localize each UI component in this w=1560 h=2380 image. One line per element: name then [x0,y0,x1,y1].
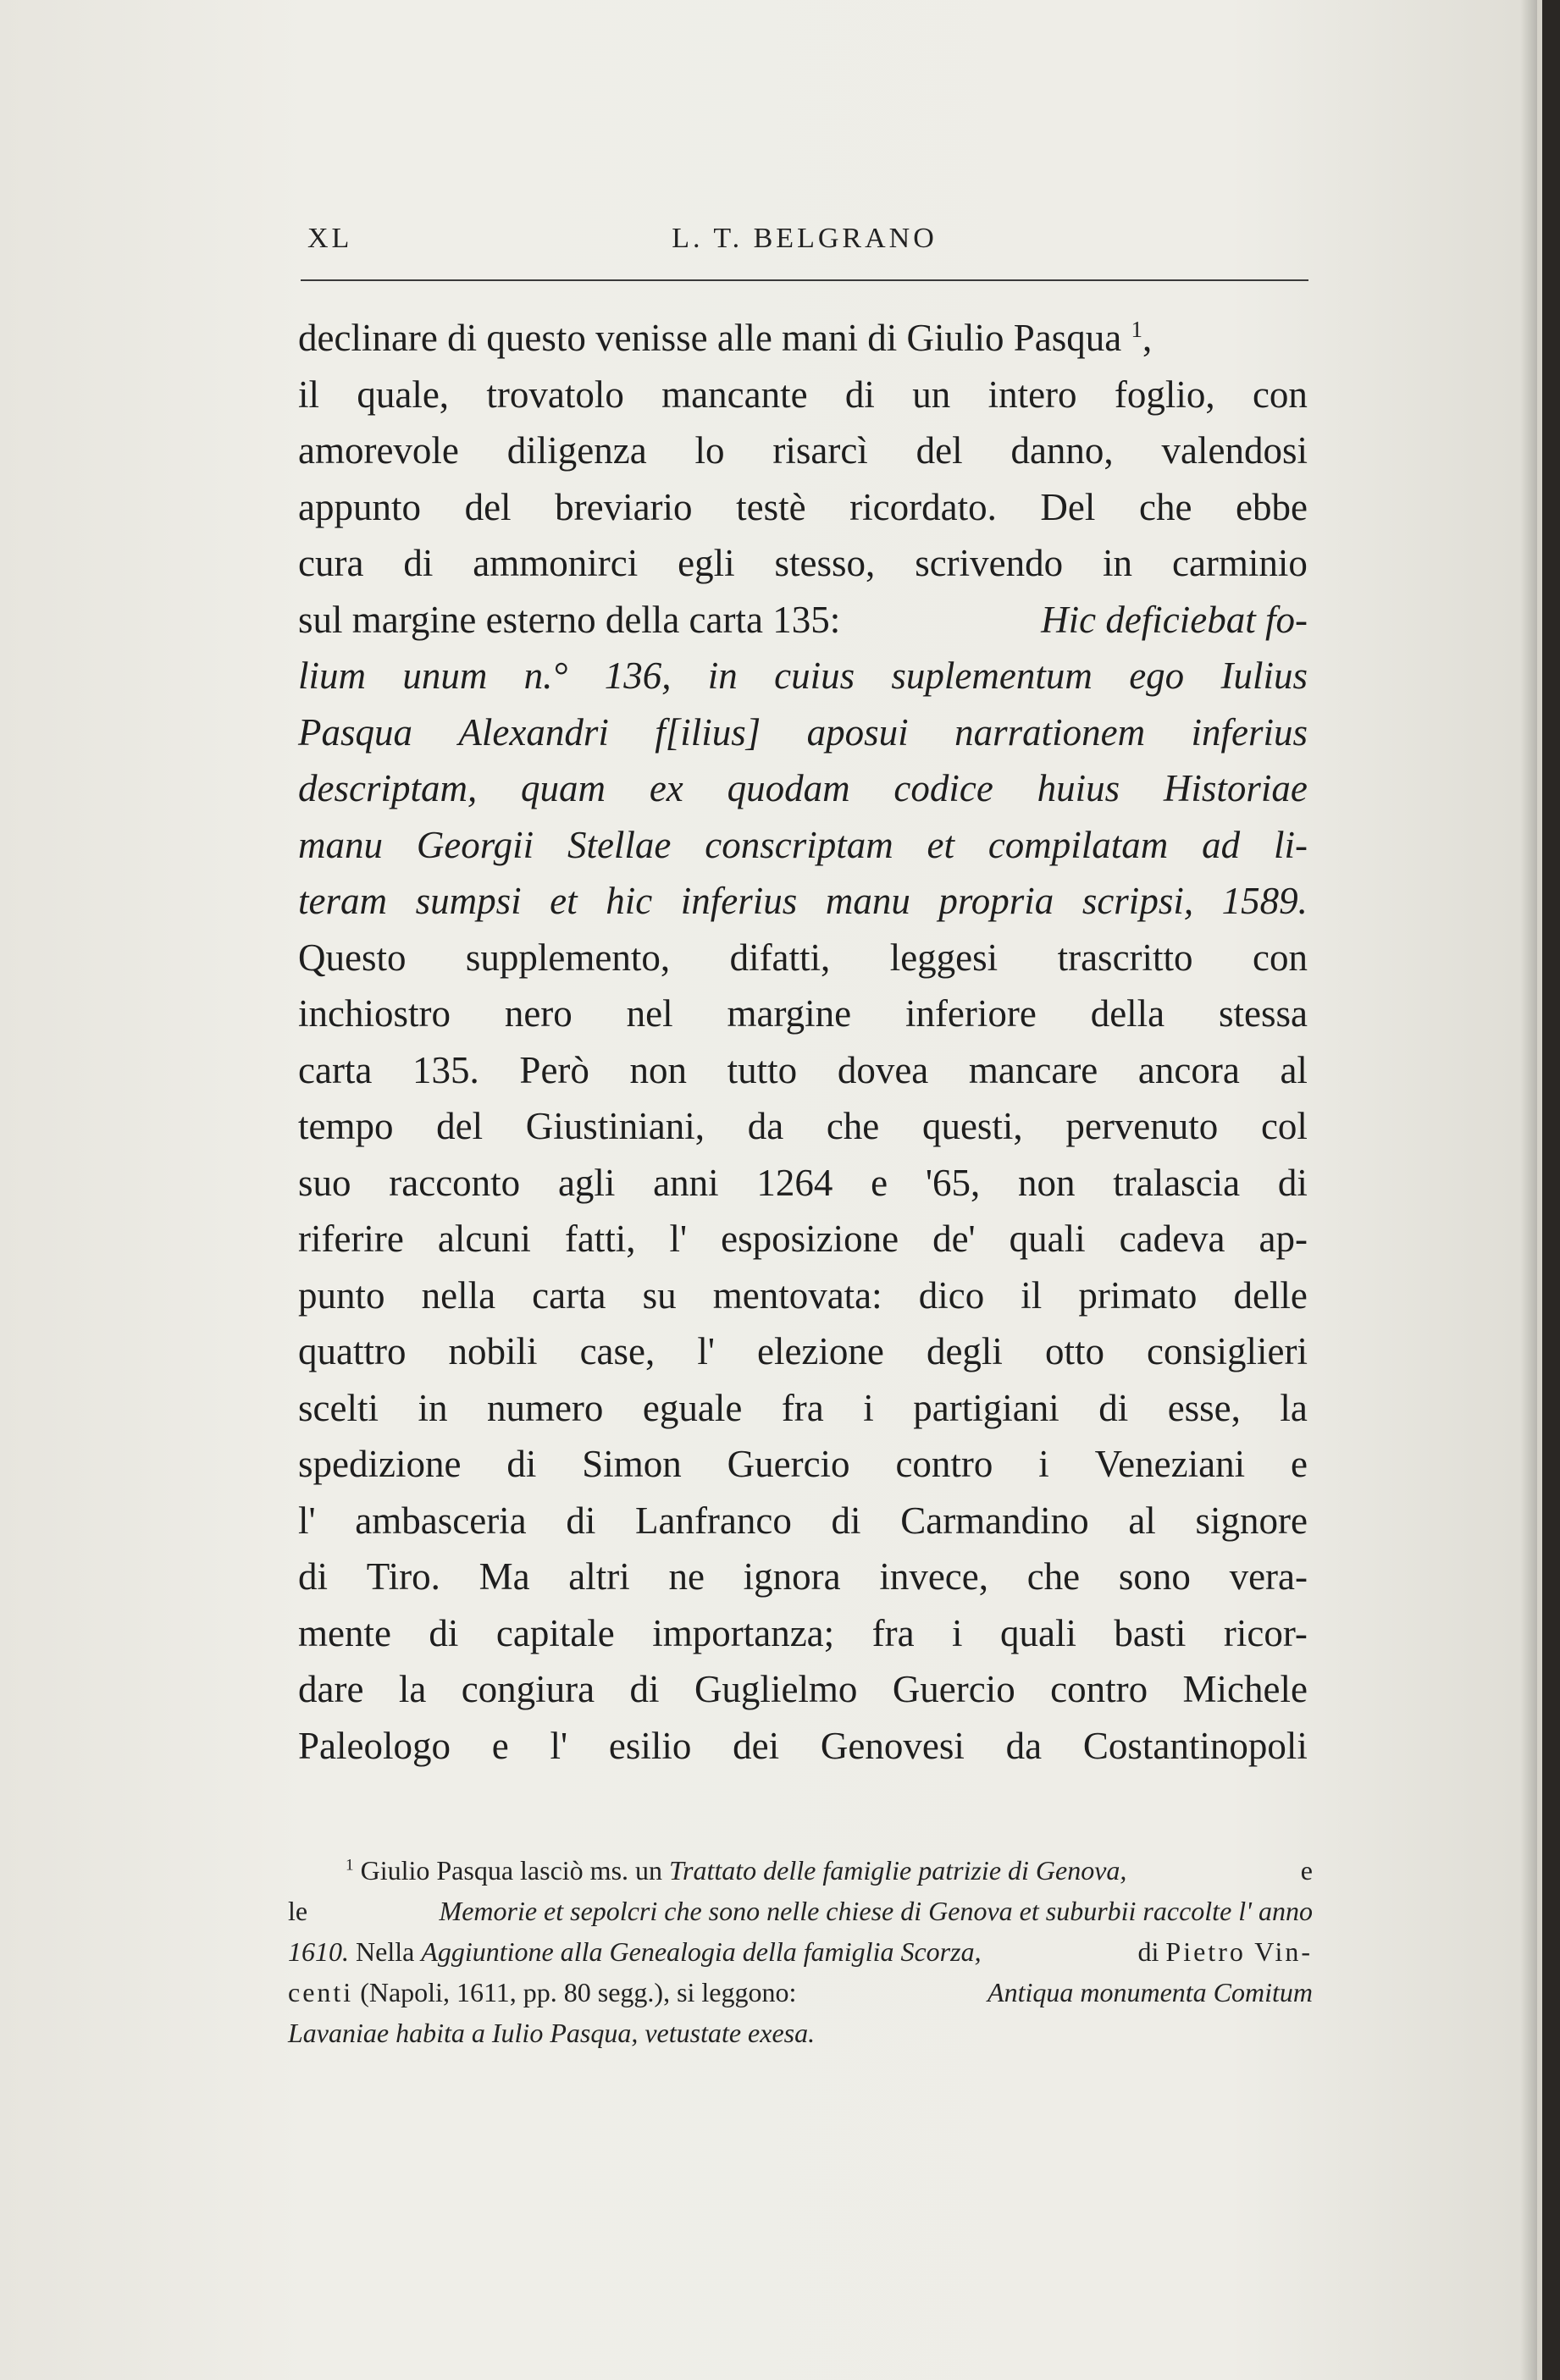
word: degli [926,1330,1003,1372]
word: numero [486,1386,604,1429]
word: lo [694,429,725,472]
word: tutto [727,1048,798,1091]
word: tralascia [1113,1161,1241,1204]
latin-quote-line [298,760,1308,817]
word: descriptam, [298,767,478,809]
word: racconto [389,1161,521,1204]
word: trascritto [1057,936,1193,979]
text-segment: sul margine esterno della carta 135: [298,598,841,641]
word: mancare [968,1048,1098,1091]
word: Genovesi [820,1724,965,1767]
text-line [298,310,1308,367]
word: pervenuto [1065,1105,1219,1147]
word: agli [557,1161,616,1204]
word: di [298,1555,329,1598]
year-italic: 1610. [288,1936,349,1967]
word: il [1021,1273,1043,1317]
word: ap- [1259,1218,1308,1260]
word: con [1252,373,1308,416]
word: alcuni [437,1218,531,1260]
word: fatti, [564,1218,636,1260]
latin-quote: Hic deficiebat fo- [1041,598,1308,641]
word: eguale [642,1386,743,1429]
word: Tiro. [366,1555,440,1598]
footnote-line [288,1850,1313,1891]
text-segment: di [1137,1936,1159,1967]
word: i [863,1386,874,1429]
word: quale, [357,373,450,416]
word: 135. [412,1048,479,1091]
text-line [298,1042,1308,1099]
word: della [1090,992,1165,1035]
word: vera- [1229,1555,1308,1598]
word: Ma [479,1555,530,1598]
word: suplementum [891,654,1093,697]
footnotes [288,1850,1313,2053]
word: inchiostro [298,992,451,1035]
word: che [826,1105,880,1147]
word: suo [298,1161,351,1204]
word: di [1098,1386,1129,1429]
word: intero [987,373,1077,416]
word: valendosi [1161,429,1308,472]
word: Carmandino [900,1499,1089,1542]
word: dei [733,1724,780,1767]
word: carta [298,1048,373,1091]
word: fra [781,1386,824,1429]
word: 1264 [756,1161,833,1204]
text-line [298,986,1308,1042]
word: ignora [743,1555,841,1598]
word: non [629,1048,688,1091]
text-line [298,1436,1308,1493]
latin-quote-line [298,704,1308,761]
word: quodam [727,767,850,809]
word: 1589. [1221,880,1308,922]
word: leggesi [889,936,999,979]
word: inferiore [904,992,1037,1035]
footnote-line: Lavaniae habita a Iulio Pasqua, vetustate exesa. [288,2018,816,2048]
main-text [298,310,1308,1774]
text-line [298,1098,1308,1155]
latin-italic: Antiqua monumenta Comitum [987,1977,1313,2007]
text-line [298,1380,1308,1437]
text-segment: e [1300,1855,1313,1886]
text-line [298,422,1308,479]
word: cuius [774,654,855,697]
word: contro [895,1443,993,1485]
text-line [298,1718,1308,1775]
word: delle [1233,1273,1308,1317]
text-line [298,479,1308,536]
word: Pasqua [298,710,412,754]
word: danno, [1010,429,1114,472]
word: huius [1037,767,1120,809]
text-line [298,1323,1308,1380]
word: partigiani [913,1386,1059,1429]
word: fra [871,1611,915,1654]
word: col [1260,1105,1308,1147]
word: congiura [461,1668,595,1710]
word: importanza; [652,1611,835,1654]
word: sono [1118,1555,1191,1598]
word: di [629,1668,660,1710]
word: case, [579,1330,656,1372]
word: inferius [1191,710,1308,754]
word: ricordato. [849,485,997,528]
author-spaced: Pietro Vin- [1165,1936,1313,1967]
word: lium [298,654,367,697]
word: Michele [1182,1668,1308,1710]
word: margine [727,992,852,1035]
word: signore [1195,1499,1308,1542]
text-line [298,1605,1308,1662]
word: Lanfranco [634,1499,792,1542]
word: et [927,823,955,866]
word: non [1018,1161,1076,1204]
word: Costantinopoli [1082,1724,1308,1767]
word: un [912,373,951,416]
word: del [464,485,512,528]
word: hic [606,880,653,922]
word: Questo [298,936,407,979]
header-rule [301,279,1308,281]
word: i [952,1611,963,1654]
word: anni [653,1161,719,1204]
text-segment: le [288,1896,308,1926]
text-segment: (Napoli, 1611, pp. 80 segg.), si leggono: [360,1977,797,2007]
page-number: XL [307,223,353,254]
word: di [506,1443,537,1485]
word: dare [298,1668,364,1710]
text-line [298,1211,1308,1267]
word: 136, [604,654,672,697]
word: scrivendo [915,542,1064,584]
word: teram [298,880,387,922]
word: e [871,1161,888,1204]
latin-quote-line [298,648,1308,704]
word: dovea [837,1048,929,1091]
word: Georgii [416,823,534,866]
word: tempo [298,1105,394,1147]
text-line [298,1267,1308,1324]
word: '65, [925,1161,981,1204]
word: amorevole [298,429,459,472]
word: stesso, [774,542,876,584]
word: otto [1044,1330,1104,1372]
text-line [298,535,1308,592]
word: Iulius [1220,654,1308,697]
word: la [398,1668,427,1710]
word: nobili [448,1330,538,1372]
word: su [642,1273,677,1317]
word: Historiae [1163,767,1308,809]
latin-quote-line [298,817,1308,874]
word: carminio [1171,542,1308,584]
word: narrationem [954,710,1146,754]
word: basti [1114,1611,1187,1654]
word: Guglielmo [694,1668,858,1710]
word: al [1280,1048,1308,1091]
footnote-line [288,1891,1313,1931]
word: carta [532,1273,606,1317]
word: ricor- [1223,1611,1308,1654]
text-segment: declinare di questo venisse alle mani di Giulio Pasqua [298,317,1122,359]
word: di [403,542,434,584]
word: ex [649,767,683,809]
title-italic: Memorie et sepolcri che sono nelle chiese di Genova et suburbii raccolte l' anno [439,1896,1313,1926]
word: risarcì [772,429,868,472]
word: foglio, [1114,373,1215,416]
text-line [298,1661,1308,1718]
footnote-reference[interactable]: 1 [1131,317,1143,342]
word: quam [521,767,606,809]
word: Guercio [892,1668,1015,1710]
word: del [916,429,963,472]
word: cura [298,542,364,584]
word: punto [298,1273,385,1317]
text-line [298,592,1308,649]
word: di [1277,1161,1308,1204]
word: testè [736,485,806,528]
word: esilio [608,1724,692,1767]
word: li- [1273,823,1308,866]
word: al [1128,1499,1156,1542]
footnote-line [288,1931,1313,1972]
word: de' [932,1218,976,1260]
text-segment: , [1142,317,1153,359]
word: l' [298,1499,316,1542]
word: inferius [680,880,798,922]
word: mente [298,1611,391,1654]
text-line [298,367,1308,423]
word: trovatolo [486,373,624,416]
word: f[ilius] [655,710,761,754]
word: Veneziani [1094,1443,1246,1485]
word: l' [697,1330,715,1372]
title-italic: Aggiuntione alla Genealogia della famiglia Scorza, [421,1936,982,1967]
word: primato [1078,1273,1198,1317]
word: esposizione [721,1218,899,1260]
word: elezione [756,1330,884,1372]
word: stessa [1219,992,1308,1035]
word: Paleologo [298,1724,451,1767]
word: esse, [1167,1386,1241,1429]
word: aposui [806,710,909,754]
word: che [1138,485,1192,528]
word: unum [402,654,488,697]
text-line [298,1155,1308,1212]
word: Però [519,1048,589,1091]
word: di [566,1499,596,1542]
footnote-mark: 1 [346,1856,354,1875]
word: Simon [582,1443,682,1485]
word: egli [678,542,735,584]
word: Alexandri [458,710,609,754]
footnote-line [288,1972,1313,2013]
word: e [1290,1443,1308,1485]
word: capitale [495,1611,615,1654]
word: appunto [298,485,421,528]
word: il [298,373,320,416]
text-segment: Giulio Pasqua lasciò ms. un [360,1855,663,1886]
word: nero [504,992,573,1035]
word: del [436,1105,484,1147]
word: ambasceria [355,1499,527,1542]
word: questi, [921,1105,1023,1147]
word: codice [893,767,993,809]
word: dico [918,1273,985,1317]
word: sumpsi [415,880,522,922]
word: ebbe [1236,485,1308,528]
text-line [298,930,1308,986]
word: Giustiniani, [525,1105,705,1147]
word: propria [938,880,1054,922]
text-line [298,1493,1308,1549]
word: consiglieri [1147,1330,1308,1372]
word: e [491,1724,509,1767]
word: diligenza [506,429,647,472]
word: che [1026,1555,1081,1598]
word: nel [626,992,673,1035]
word: scelti [298,1386,379,1429]
word: scripsi, [1081,880,1194,922]
author-spaced: centi [288,1977,354,2007]
word: con [1252,936,1308,979]
word: conscriptam [705,823,893,866]
word: quattro [298,1330,407,1372]
word: da [1005,1724,1043,1767]
word: manu [298,823,383,866]
word: ego [1129,654,1185,697]
word: di [844,373,875,416]
word: Guercio [727,1443,850,1485]
text-line [298,1549,1308,1605]
word: mancante [661,373,808,416]
word: di [429,1611,459,1654]
word: quali [999,1611,1076,1654]
word: et [550,880,578,922]
word: breviario [555,485,693,528]
page-edge-shadow [1520,0,1537,2380]
word: Stellae [567,823,672,866]
word: in [707,654,738,697]
word: l' [550,1724,568,1767]
word: contro [1050,1668,1148,1710]
word: mentovata: [712,1273,882,1317]
word: in [1103,542,1133,584]
word: cadeva [1119,1218,1225,1260]
word: invece, [879,1555,988,1598]
word: ad [1202,823,1241,866]
word: ne [668,1555,705,1598]
word: di [831,1499,861,1542]
word: quali [1009,1218,1086,1260]
text-segment: Nella [356,1936,415,1967]
word: Del [1040,485,1096,528]
word: da [747,1105,784,1147]
running-title: L. T. BELGRANO [672,223,938,254]
word: ammonirci [473,542,639,584]
word: supplemento, [465,936,671,979]
word: riferire [298,1218,404,1260]
word: la [1280,1386,1308,1429]
running-header [301,218,1308,268]
word: spedizione [298,1443,462,1485]
word: altri [568,1555,630,1598]
word: n.° [523,654,568,697]
latin-quote-line [298,873,1308,930]
word: manu [825,880,910,922]
word: ancora [1137,1048,1240,1091]
word: nella [421,1273,496,1317]
title-italic: Trattato delle famiglie patrizie di Genova, [669,1855,1127,1886]
word: i [1038,1443,1049,1485]
word: difatti, [729,936,831,979]
word: l' [669,1218,688,1260]
word: in [418,1386,448,1429]
word: compilatam [987,823,1169,866]
